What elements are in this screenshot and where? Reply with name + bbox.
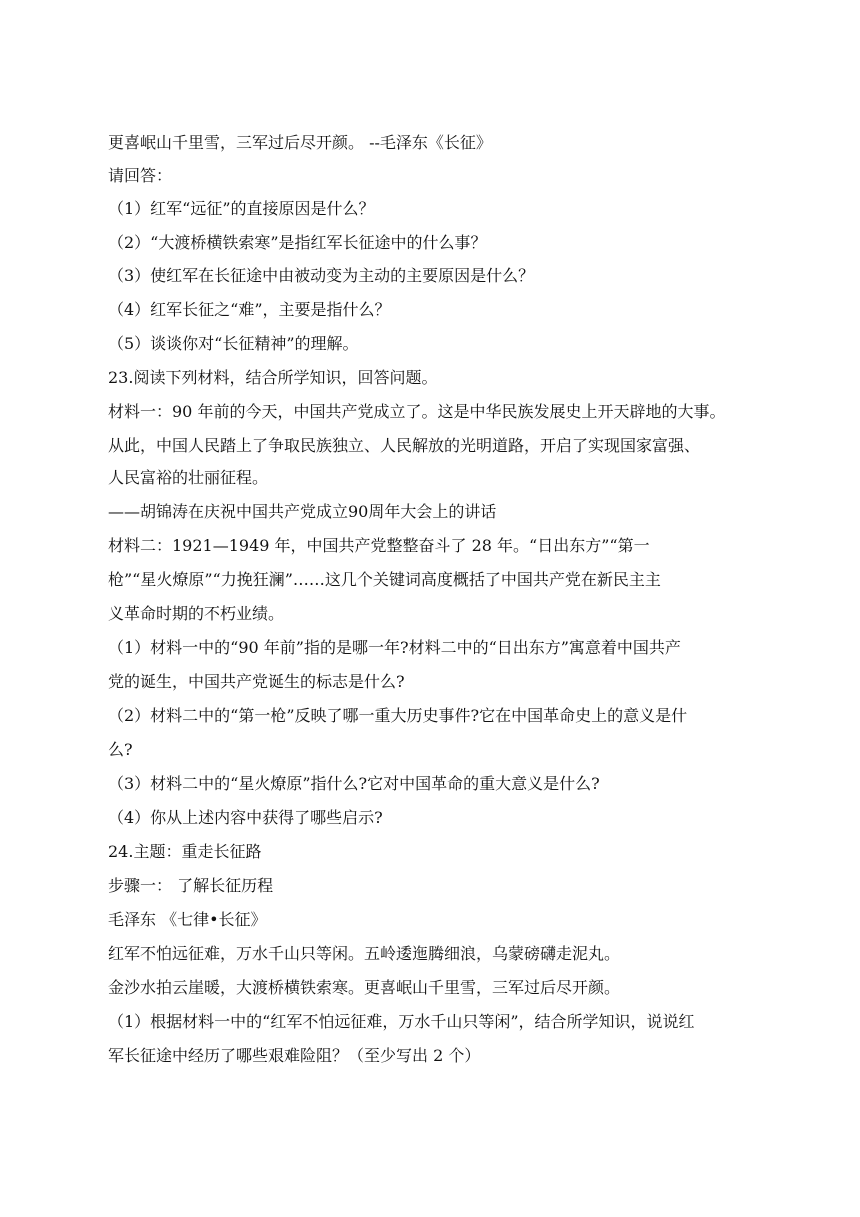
question-22-2: （2）“大渡桥横铁索寒”是指红军长征途中的什么事？ [108,233,487,252]
material-2-line-3: 义革命时期的不朽业绩。 [108,604,285,623]
material-2-line-2: 枪”“星火燎原”“力挽狂澜”……这几个关键词高度概括了中国共产党在新民主主 [108,570,661,589]
question-24-1-line-2: 军长征途中经历了哪些艰难险阻？（至少写出 2 个） [108,1046,481,1065]
question-23-2-line-1: （2）材料二中的“第一枪”反映了哪一重大历史事件?它在中国革命史上的意义是什 [108,706,688,725]
question-22-5: （5）谈谈你对“长征精神”的理解。 [108,334,359,353]
question-24-1-line-1: （1）根据材料一中的“红军不怕远征难，万水千山只等闲”，结合所学知识，说说红 [108,1012,695,1031]
material-1-line-2: 从此，中国人民踏上了争取民族独立、人民解放的光明道路，开启了实现国家富强、 [108,436,701,455]
question-23-1-line-2: 党的诞生，中国共产党诞生的标志是什么? [108,672,405,691]
question-22-4: （4）红军长征之“难”，主要是指什么？ [108,300,391,319]
question-23-4: （4）你从上述内容中获得了哪些启示? [108,808,383,827]
poem-line-2: 金沙水拍云崖暖，大渡桥横铁索寒。更喜岷山千里雪，三军过后尽开颜。 [108,978,621,997]
material-2-line-1: 材料二：1921—1949 年，中国共产党整整奋斗了 28 年。“日出东方”“第一 [108,536,650,555]
question-23-3: （3）材料二中的“星火燎原”指什么?它对中国革命的重大意义是什么? [108,774,600,793]
step-one-heading: 步骤一： 了解长征历程 [108,876,274,895]
material-1-source: ——胡锦涛在庆祝中国共产党成立90周年大会上的讲话 [108,502,497,521]
question-22-3: （3）使红军在长征途中由被动变为主动的主要原因是什么？ [108,266,535,285]
instruction-text: 请回答： [108,166,173,185]
material-1-line-1: 材料一：90 年前的今天，中国共产党成立了。这是中华民族发展史上开天辟地的大事。 [108,402,726,421]
question-23-1-line-1: （1）材料一中的“90 年前”指的是哪一年?材料二中的“日出东方”寓意着中国共产 [108,638,681,657]
question-23-2-line-2: 么? [108,740,133,759]
poem-line-1: 红军不怕远征难，万水千山只等闲。五岭逶迤腾细浪，乌蒙磅礴走泥丸。 [108,944,621,963]
poem-title: 毛泽东 《七律•长征》 [108,910,267,929]
question-23-heading: 23.阅读下列材料，结合所学知识，回答问题。 [108,368,438,387]
question-22-1: （1）红军“远征”的直接原因是什么？ [108,199,375,218]
poem-line-closing: 更喜岷山千里雪，三军过后尽开颜。 --毛泽东《长征》 [108,133,492,152]
question-24-heading: 24.主题：重走长征路 [108,842,262,861]
material-1-line-3: 人民富裕的壮丽征程。 [108,468,269,487]
